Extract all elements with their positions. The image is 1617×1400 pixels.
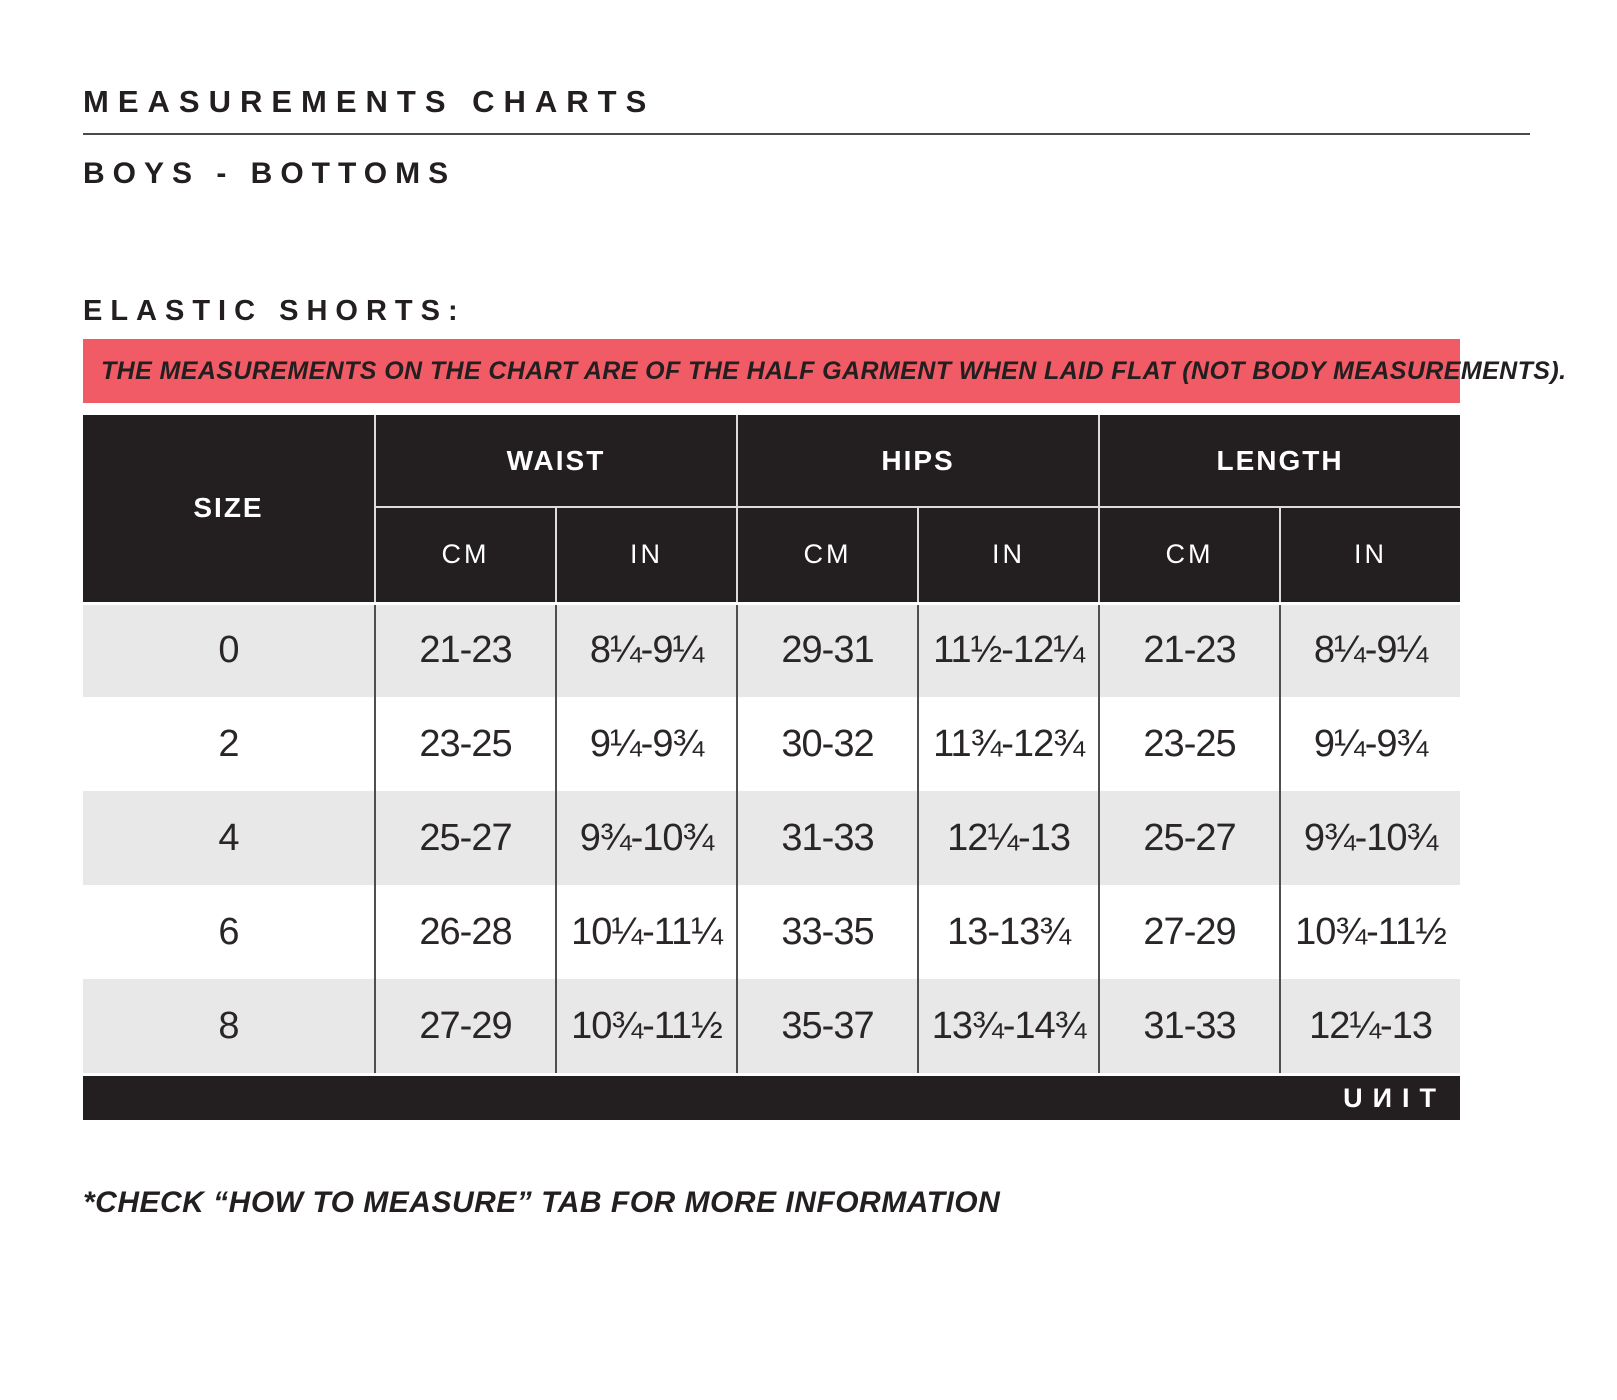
cell-hips-in: 12¼-13 bbox=[918, 791, 1099, 885]
cell-hips-cm: 33-35 bbox=[737, 885, 918, 979]
cell-size: 6 bbox=[83, 885, 375, 979]
col-header-hips-in: IN bbox=[918, 507, 1099, 603]
table-row bbox=[83, 791, 1460, 885]
cell-hips-cm: 29-31 bbox=[737, 603, 918, 697]
col-header-hips-cm: CM bbox=[737, 507, 918, 603]
cell-hips-in: 11¾-12¾ bbox=[918, 697, 1099, 791]
title-divider bbox=[83, 133, 1530, 135]
cell-hips-cm: 35-37 bbox=[737, 979, 918, 1073]
cell-hips-cm: 31-33 bbox=[737, 791, 918, 885]
cell-length-cm: 21-23 bbox=[1099, 603, 1280, 697]
size-chart-table bbox=[83, 415, 1460, 1073]
col-header-length-cm: CM bbox=[1099, 507, 1280, 603]
col-header-length: LENGTH bbox=[1099, 415, 1460, 507]
cell-size: 4 bbox=[83, 791, 375, 885]
table-row bbox=[83, 885, 1460, 979]
cell-waist-cm: 23-25 bbox=[375, 697, 556, 791]
cell-waist-cm: 21-23 bbox=[375, 603, 556, 697]
col-header-waist: WAIST bbox=[375, 415, 737, 507]
cell-size: 8 bbox=[83, 979, 375, 1073]
cell-length-in: 9¼-9¾ bbox=[1280, 697, 1460, 791]
cell-length-in: 9¾-10¾ bbox=[1280, 791, 1460, 885]
cell-length-in: 8¼-9¼ bbox=[1280, 603, 1460, 697]
cell-waist-cm: 25-27 bbox=[375, 791, 556, 885]
cell-length-cm: 25-27 bbox=[1099, 791, 1280, 885]
cell-length-cm: 27-29 bbox=[1099, 885, 1280, 979]
page-subtitle: BOYS - BOTTOMS bbox=[83, 157, 457, 190]
cell-hips-in: 13¾-14¾ bbox=[918, 979, 1099, 1073]
footnote: *CHECK “HOW TO MEASURE” TAB FOR MORE INFORMATION bbox=[83, 1186, 1001, 1219]
cell-waist-in: 8¼-9¼ bbox=[556, 603, 737, 697]
table-row bbox=[83, 697, 1460, 791]
cell-hips-cm: 30-32 bbox=[737, 697, 918, 791]
cell-size: 0 bbox=[83, 603, 375, 697]
brand-bar bbox=[83, 1076, 1460, 1120]
cell-length-in: 12¼-13 bbox=[1280, 979, 1460, 1073]
section-heading: ELASTIC SHORTS: bbox=[83, 295, 466, 327]
cell-waist-cm: 26-28 bbox=[375, 885, 556, 979]
cell-size: 2 bbox=[83, 697, 375, 791]
size-chart-page bbox=[83, 0, 1567, 1220]
cell-hips-in: 13-13¾ bbox=[918, 885, 1099, 979]
measurement-notice-banner bbox=[83, 339, 1567, 403]
cell-hips-in: 11½-12¼ bbox=[918, 603, 1099, 697]
page-title: MEASUREMENTS CHARTS bbox=[83, 84, 656, 119]
table-row bbox=[83, 979, 1460, 1073]
cell-waist-in: 10¼-11¼ bbox=[556, 885, 737, 979]
cell-waist-in: 10¾-11½ bbox=[556, 979, 737, 1073]
cell-waist-in: 9¾-10¾ bbox=[556, 791, 737, 885]
cell-length-in: 10¾-11½ bbox=[1280, 885, 1460, 979]
cell-waist-in: 9¼-9¾ bbox=[556, 697, 737, 791]
col-header-hips: HIPS bbox=[737, 415, 1099, 507]
brand-logo: UИIT bbox=[1343, 1082, 1446, 1113]
table-row bbox=[83, 603, 1460, 697]
col-header-length-in: IN bbox=[1280, 507, 1460, 603]
cell-length-cm: 31-33 bbox=[1099, 979, 1280, 1073]
measurement-notice-text: THE MEASUREMENTS ON THE CHART ARE OF THE HALF GARMENT WHEN LAID FLAT (NOT BODY MEASUREMENTS). bbox=[101, 356, 1567, 385]
cell-waist-cm: 27-29 bbox=[375, 979, 556, 1073]
col-header-waist-in: IN bbox=[556, 507, 737, 603]
col-header-size: SIZE bbox=[83, 415, 375, 603]
col-header-waist-cm: CM bbox=[375, 507, 556, 603]
cell-length-cm: 23-25 bbox=[1099, 697, 1280, 791]
